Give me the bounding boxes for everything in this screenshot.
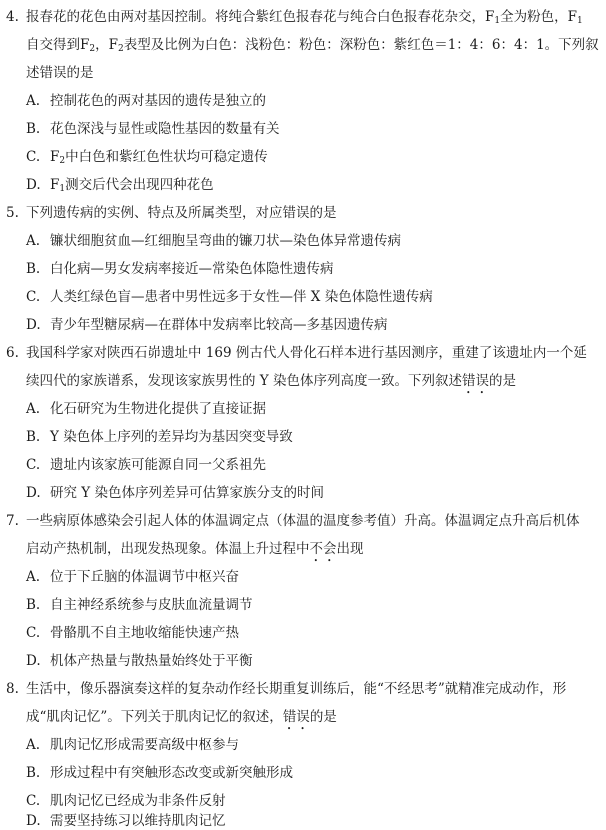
q4-stem-line3: 述错误的是 [26,65,94,81]
q8-option-c: C. 肌肉记忆已经成为非条件反射 [26,793,226,809]
q6-stem-line1: 6. 我国科学家对陕西石峁遗址中 169 例古代人骨化石样本进行基因测序，重建了该遗址内一个延 [6,345,587,361]
q7-stem-line2: 启动产热机制，出现发热现象。体温上升过程中不会出现 [26,541,364,557]
q7-emphasis: 不会 [309,541,337,557]
q4-option-c: C. $F_2$中白色和紫红色性状均可稳定遗传 [26,149,268,166]
q6-stem-line2: 续四代的家族谱系，发现该家族男性的 Y 染色体序列高度一致。下列叙述错误的是 [26,373,516,389]
q8-emphasis: 错误 [282,709,310,725]
q4-option-b: B. 花色深浅与显性或隐性基因的数量有关 [26,121,280,137]
q7-stem-line1: 7. 一些病原体感染会引起人体的体温调定点（体温的温度参考值）升高。体温调定点升高后机体 [6,513,580,529]
q4-number: 4. [6,9,19,25]
q4-stem-line2: 自交得到$F_2$，$F_2$表型及比例为白色：浅粉色：粉色：深粉色：紫红色＝1：4：6：4：1。下列叙 [26,37,599,54]
q8-number: 8. [6,681,19,697]
q6-option-d: D. 研究 Y 染色体序列差异可估算家族分支的时间 [26,485,324,501]
q5-option-a: A. 镰状细胞贫血—红细胞呈弯曲的镰刀状—染色体异常遗传病 [26,233,401,249]
q8-option-d: D. 需要坚持练习以维持肌肉记忆 [26,813,226,829]
q6-number: 6. [6,345,19,361]
q7-option-b: B. 自主神经系统参与皮肤血流量调节 [26,597,253,613]
q7-number: 7. [6,513,19,529]
q5-option-b: B. 白化病—男女发病率接近—常染色体隐性遗传病 [26,261,334,277]
q6-emphasis: 错误 [462,373,489,389]
q8-stem-line1: 8. 生活中，像乐器演奏这样的复杂动作经长期重复训练后，能“不经思考”就精准完成动作，形 [6,681,567,697]
q8-option-b: B. 形成过程中有突触形态改变或新突触形成 [26,765,293,781]
q5-number: 5. [6,205,19,221]
q5-option-d: D. 青少年型糖尿病—在群体中发病率比较高—多基因遗传病 [26,317,388,333]
q7-option-d: D. 机体产热量与散热量始终处于平衡 [26,653,253,669]
q8-stem-line2: 成“肌肉记忆”。下列关于肌肉记忆的叙述，错误的是 [26,709,337,725]
q6-option-b: B. Y 染色体上序列的差异均为基因突变导致 [26,429,293,445]
q6-option-c: C. 遗址内该家族可能源自同一父系祖先 [26,457,266,473]
q8-option-a: A. 肌肉记忆形成需要高级中枢参与 [26,737,239,753]
q7-option-a: A. 位于下丘脑的体温调节中枢兴奋 [26,569,239,585]
q5-stem-line1: 5. 下列遗传病的实例、特点及所属类型，对应错误的是 [6,205,337,221]
q4-stem-line1: 4. 报春花的花色由两对基因控制。将纯合紫红色报春花与纯合白色报春花杂交，$F_1$全为粉色，$F_1$ [6,9,583,26]
q4-option-a: A. 控制花色的两对基因的遗传是独立的 [26,93,266,109]
q4-option-d: D. $F_1$测交后代会出现四种花色 [26,177,214,194]
q6-option-a: A. 化石研究为生物进化提供了直接证据 [26,401,266,417]
q7-option-c: C. 骨骼肌不自主地收缩能快速产热 [26,625,239,641]
q5-option-c: C. 人类红绿色盲—患者中男性远多于女性—伴 X 染色体隐性遗传病 [26,289,433,305]
